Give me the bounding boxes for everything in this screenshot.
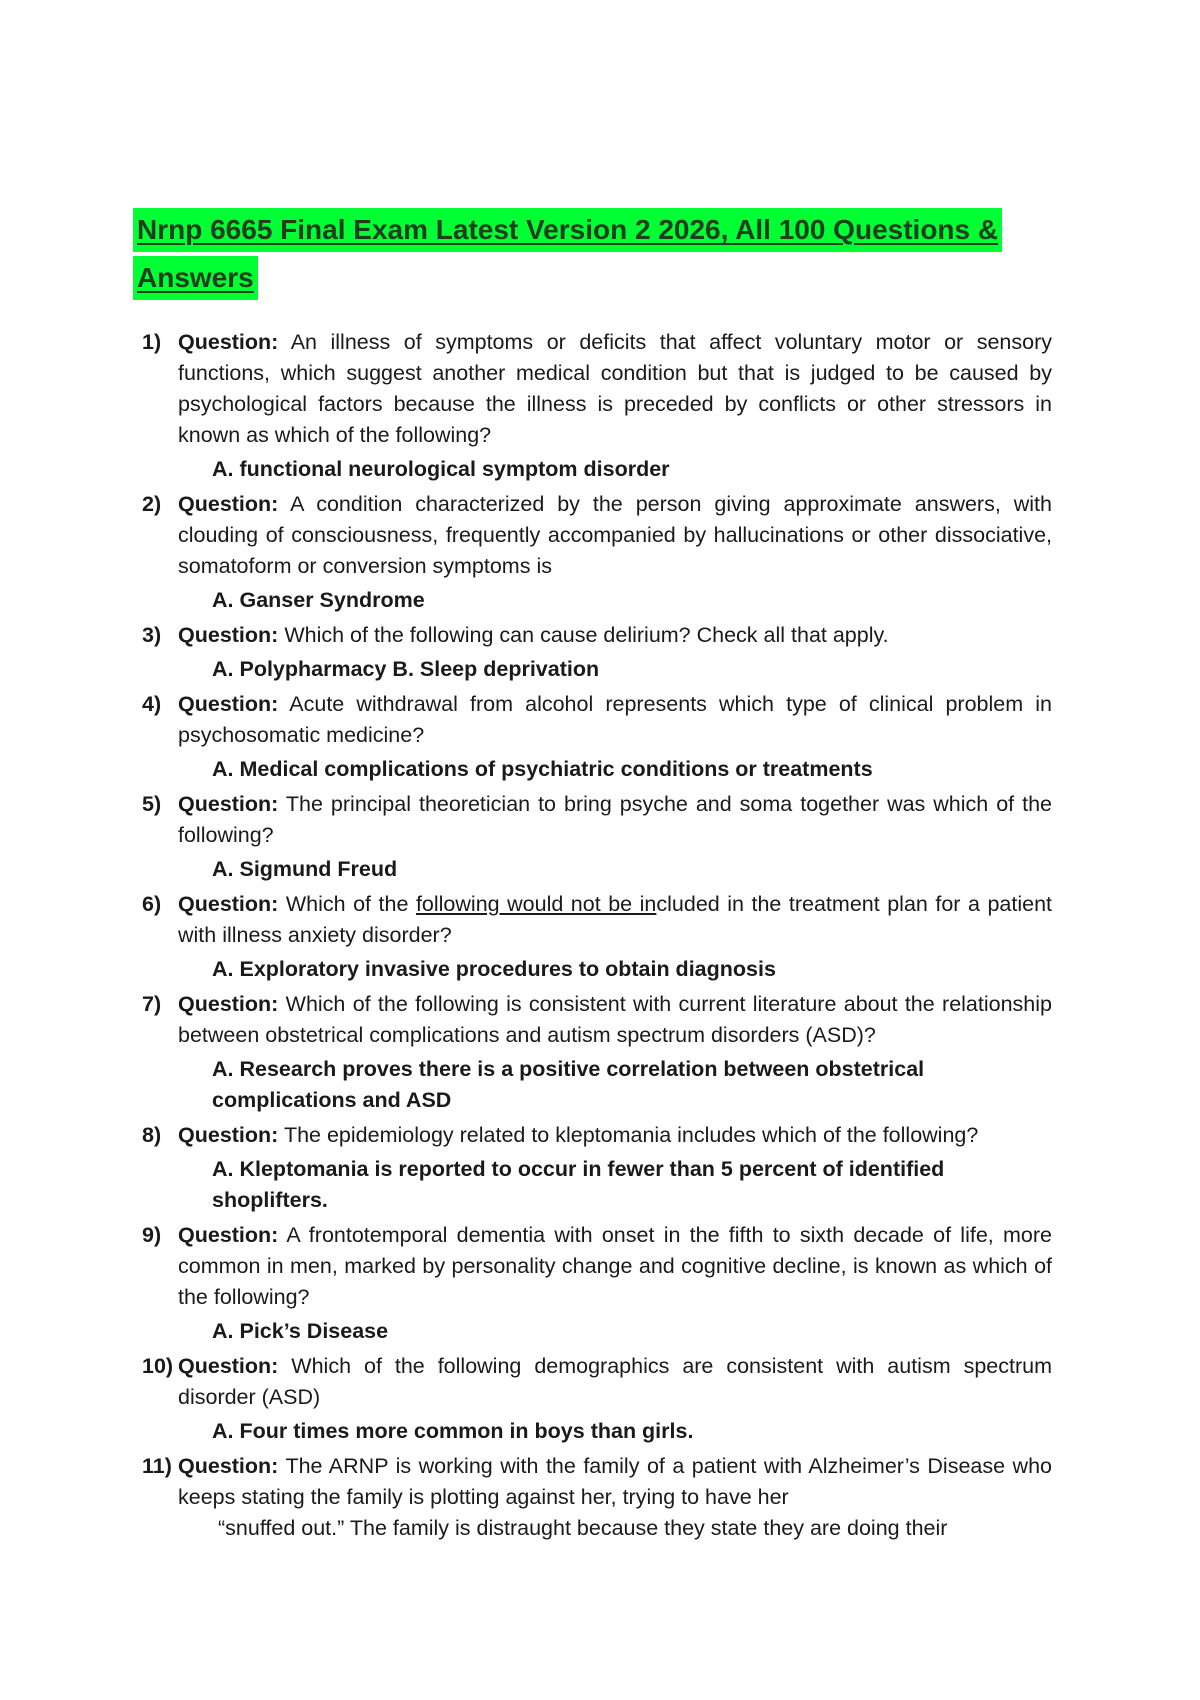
question-text (178, 989, 1052, 1051)
question-text (178, 689, 1052, 751)
question-text (178, 1351, 1052, 1413)
answer-text: A. Polypharmacy B. Sleep deprivation (212, 657, 600, 681)
question-number: 8) (142, 1123, 162, 1147)
question-label: Question: (178, 1223, 279, 1247)
question-text-continued: “snuffed out.” The family is distraught because they state they are doing their (218, 1516, 948, 1540)
question-body: A condition characterized by the person giving approximate answers, with clouding of consciousness, frequently accompanied by hallucinations or other dissociative, somatoform or conversion symptoms is (178, 492, 1052, 578)
document-title (133, 208, 1013, 304)
question-number: 7) (142, 992, 162, 1016)
question-number: 10) (142, 1354, 174, 1378)
answer-text: A. Exploratory invasive procedures to obtain diagnosis (212, 957, 776, 981)
question-text (178, 327, 1052, 451)
question-item-3 (142, 620, 1052, 685)
question-item-6 (142, 889, 1052, 985)
question-number: 1) (142, 330, 162, 354)
title-line-1: Nrnp 6665 Final Exam Latest Version 2 2026, All 100 Questions & (133, 208, 1002, 252)
question-body: The principal theoretician to bring psyche and soma together was which of the following? (178, 792, 1052, 847)
question-label: Question: (178, 623, 279, 647)
question-label: Question: (178, 892, 279, 916)
answer-text: A. Sigmund Freud (212, 857, 398, 881)
question-item-10 (142, 1351, 1052, 1447)
question-item-5 (142, 789, 1052, 885)
question-item-7 (142, 989, 1052, 1116)
question-body: The epidemiology related to kleptomania includes which of the following? (283, 1123, 979, 1147)
question-list (142, 327, 1052, 1544)
answer-text: A. Four times more common in boys than girls. (212, 1419, 694, 1443)
question-body-end: cluded in the treatment plan for a patient with illness anxiety disorder? (178, 892, 1052, 947)
question-label: Question: (178, 992, 279, 1016)
answer-text: A. functional neurological symptom disorder (212, 457, 670, 481)
question-body: The ARNP is working with the family of a patient with Alzheimer’s Disease who keeps stating the family is plotting against her, trying to have her (178, 1454, 1052, 1509)
question-number: 5) (142, 792, 162, 816)
question-item-1 (142, 327, 1052, 485)
question-label: Question: (178, 492, 279, 516)
question-text (178, 1220, 1052, 1313)
question-item-9 (142, 1220, 1052, 1347)
question-label: Question: (178, 1454, 279, 1478)
question-text (178, 620, 1052, 651)
question-number: 3) (142, 623, 162, 647)
answer-text: A. Medical complications of psychiatric conditions or treatments (212, 757, 873, 781)
question-body: Which of the following demographics are consistent with autism spectrum disorder (ASD) (178, 1354, 1052, 1409)
answer-text: A. Pick’s Disease (212, 1319, 389, 1343)
question-body: An illness of symptoms or deficits that affect voluntary motor or sensory functions, which suggest another medical condition but that is judged to be caused by psychological factors because the illness is preceded by conflicts or other stressors in known as which of the following? (178, 330, 1052, 447)
question-body-underlined: following would not be in (415, 892, 657, 916)
question-number: 9) (142, 1223, 162, 1247)
question-label: Question: (178, 330, 279, 354)
question-text (178, 1120, 1052, 1151)
question-label: Question: (178, 692, 279, 716)
question-label: Question: (178, 1123, 279, 1147)
question-item-2 (142, 489, 1052, 616)
question-body: Which of the following can cause delirium? Check all that apply. (284, 623, 889, 647)
question-text (178, 1451, 1052, 1513)
answer-text: A. Research proves there is a positive correlation between obstetrical complications and ASD (212, 1057, 925, 1112)
question-number: 2) (142, 492, 162, 516)
question-number: 4) (142, 692, 162, 716)
question-text (178, 789, 1052, 851)
question-item-11 (142, 1451, 1052, 1544)
question-body-start: Which of the (285, 892, 416, 916)
answer-text: A. Ganser Syndrome (212, 588, 425, 612)
question-item-4 (142, 689, 1052, 785)
question-label: Question: (178, 1354, 279, 1378)
question-body: Acute withdrawal from alcohol represents which type of clinical problem in psychosomatic medicine? (178, 692, 1052, 747)
title-line-2: Answers (133, 256, 258, 300)
question-number: 6) (142, 892, 162, 916)
question-label: Question: (178, 792, 279, 816)
question-body: A frontotemporal dementia with onset in the fifth to sixth decade of life, more common in men, marked by personality change and cognitive decline, is known as which of the following? (178, 1223, 1052, 1309)
answer-text: A. Kleptomania is reported to occur in fewer than 5 percent of identified shoplifters. (212, 1157, 945, 1212)
question-text (178, 489, 1052, 582)
question-text (178, 889, 1052, 951)
question-number: 11) (142, 1454, 172, 1478)
question-item-8 (142, 1120, 1052, 1216)
question-body: Which of the following is consistent with current literature about the relationship between obstetrical complications and autism spectrum disorders (ASD)? (178, 992, 1052, 1047)
